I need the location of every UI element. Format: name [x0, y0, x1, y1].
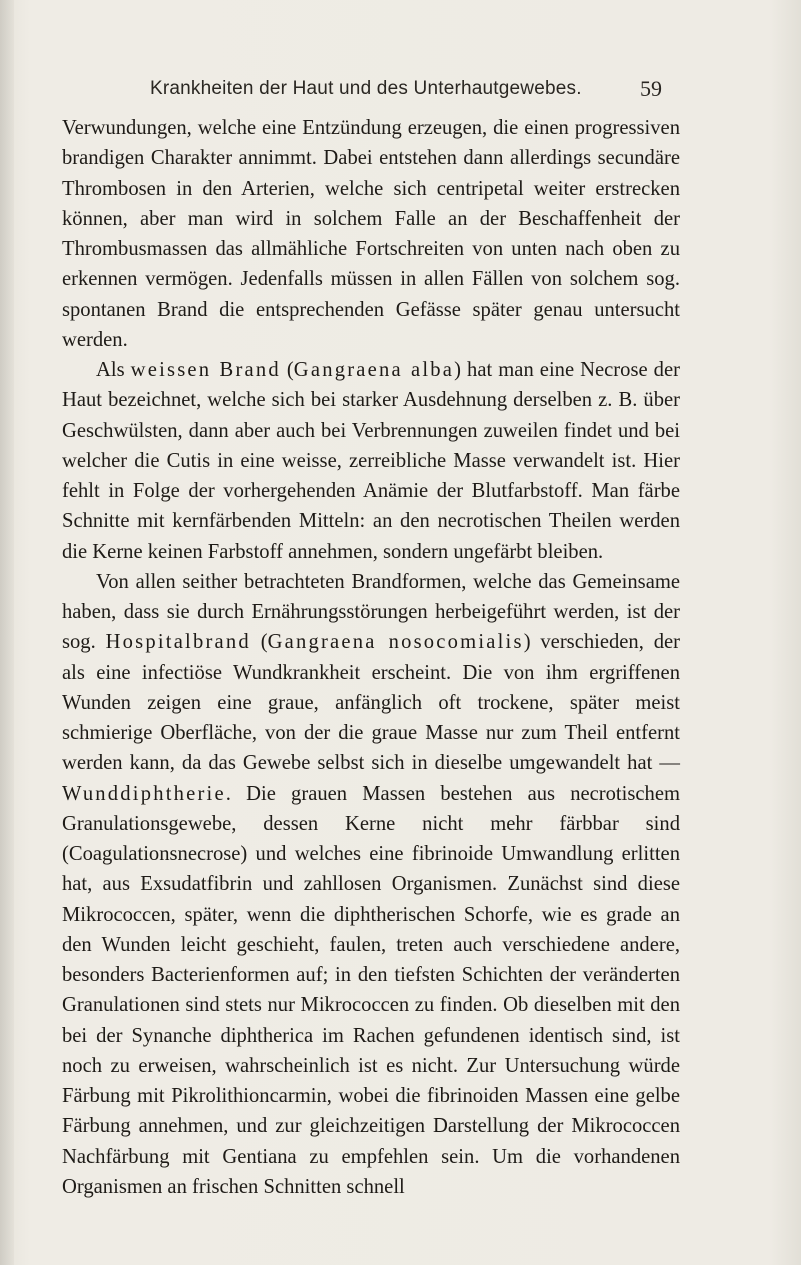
- page-number: 59: [640, 76, 662, 101]
- running-title: Krankheiten der Haut und des Unterhautgewebes.: [150, 78, 582, 99]
- text-run: ) hat man eine Necrose der Haut bezeichnet, welche sich bei starker Ausdehnung derselben z. B. über Geschwülsten, dann aber auch bei Verbrennungen zuweilen findet und bei welcher die Cutis in eine weisse, zerreibliche Masse verwandelt ist. Hier fehlt in Folge der vorhergehenden Anämie der Blutfarbstoff. Man färbe Schnitte mit kernfärbenden Mitteln: an den necrotischen Theilen werden die Kerne keinen Farbstoff annehmen, sondern ungefärbt bleiben.: [62, 359, 680, 563]
- emphasized-term: Wunddiphtherie: [62, 782, 226, 805]
- body-text: [62, 113, 680, 1202]
- paragraph: [62, 113, 680, 355]
- emphasized-term: Gangraena alba: [293, 359, 455, 381]
- text-run: (: [280, 359, 294, 381]
- paragraph: [62, 567, 680, 1202]
- page-gutter-shadow: [0, 0, 14, 1265]
- emphasized-term: Hospitalbrand: [105, 631, 251, 654]
- emphasized-term: Gangraena nosocomialis: [267, 631, 524, 654]
- page-header: [0, 74, 801, 104]
- text-run: Als: [96, 359, 131, 381]
- text-run: . Die grauen Massen bestehen aus necrotischem Granulationsgewebe, dessen Kerne nicht mehr färbbar sind (Coagulationsnecrose) und welches eine fibrinoide Umwandlung erlitten hat, aus Exsudatfibrin und zahllosen Organismen. Zunächst sind diese Mikrococcen, später, wenn die diphtherischen Schorfe, wie es grade an den Wunden leicht geschieht, faulen, treten auch verschiedene andere, besonders Bacterienformen auf; in den tiefsten Schichten der veränderten Granulationen sind stets nur Mikrococcen zu finden. Ob dieselben mit den bei der Synanche diphtherica im Rachen gefundenen identisch sind, ist noch zu erweisen, wahrscheinlich ist es nicht. Zur Untersuchung würde Färbung mit Pikrolithioncarmin, wobei die fibrinoiden Massen eine gelbe Färbung annehmen, und zur gleichzeitigen Darstellung der Mikrococcen Nachfärbung mit Gentiana zu empfehlen sein. Um die vorhandenen Organismen an frischen Schnitten schnell: [62, 782, 680, 1198]
- text-run: Verwundungen, welche eine Entzündung erzeugen, die einen progressiven brandigen Charakter annimmt. Dabei entstehen dann allerdings secundäre Thrombosen in den Arterien, welche sich centripetal weiter erstrecken können, aber man wird in solchem Falle an der Beschaffenheit der Thrombusmassen das allmähliche Fortschreiten von unten nach oben zu erkennen vermögen. Jedenfalls müssen in allen Fällen von solchem sog. spontanen Brand die entsprechenden Gefässe später genau untersucht werden.: [62, 117, 680, 351]
- text-run: Von allen seither betrachteten Brandformen, welche das Gemeinsame haben, dass sie durch Ernährungsstörungen herbeigeführt werden, ist der sog.: [62, 570, 680, 654]
- text-run: ) verschieden, der als eine infectiöse Wundkrankheit erscheint. Die von ihm ergriffenen Wunden zeigen eine graue, anfänglich oft trockene, später meist schmierige Oberfläche, von der die graue Masse nur zum Theil entfernt werden kann, da das Gewebe selbst sich in dieselbe umgewandelt hat —: [62, 631, 680, 775]
- paragraph: [62, 355, 680, 567]
- text-run: (: [250, 631, 268, 654]
- emphasized-term: weissen Brand: [130, 359, 281, 381]
